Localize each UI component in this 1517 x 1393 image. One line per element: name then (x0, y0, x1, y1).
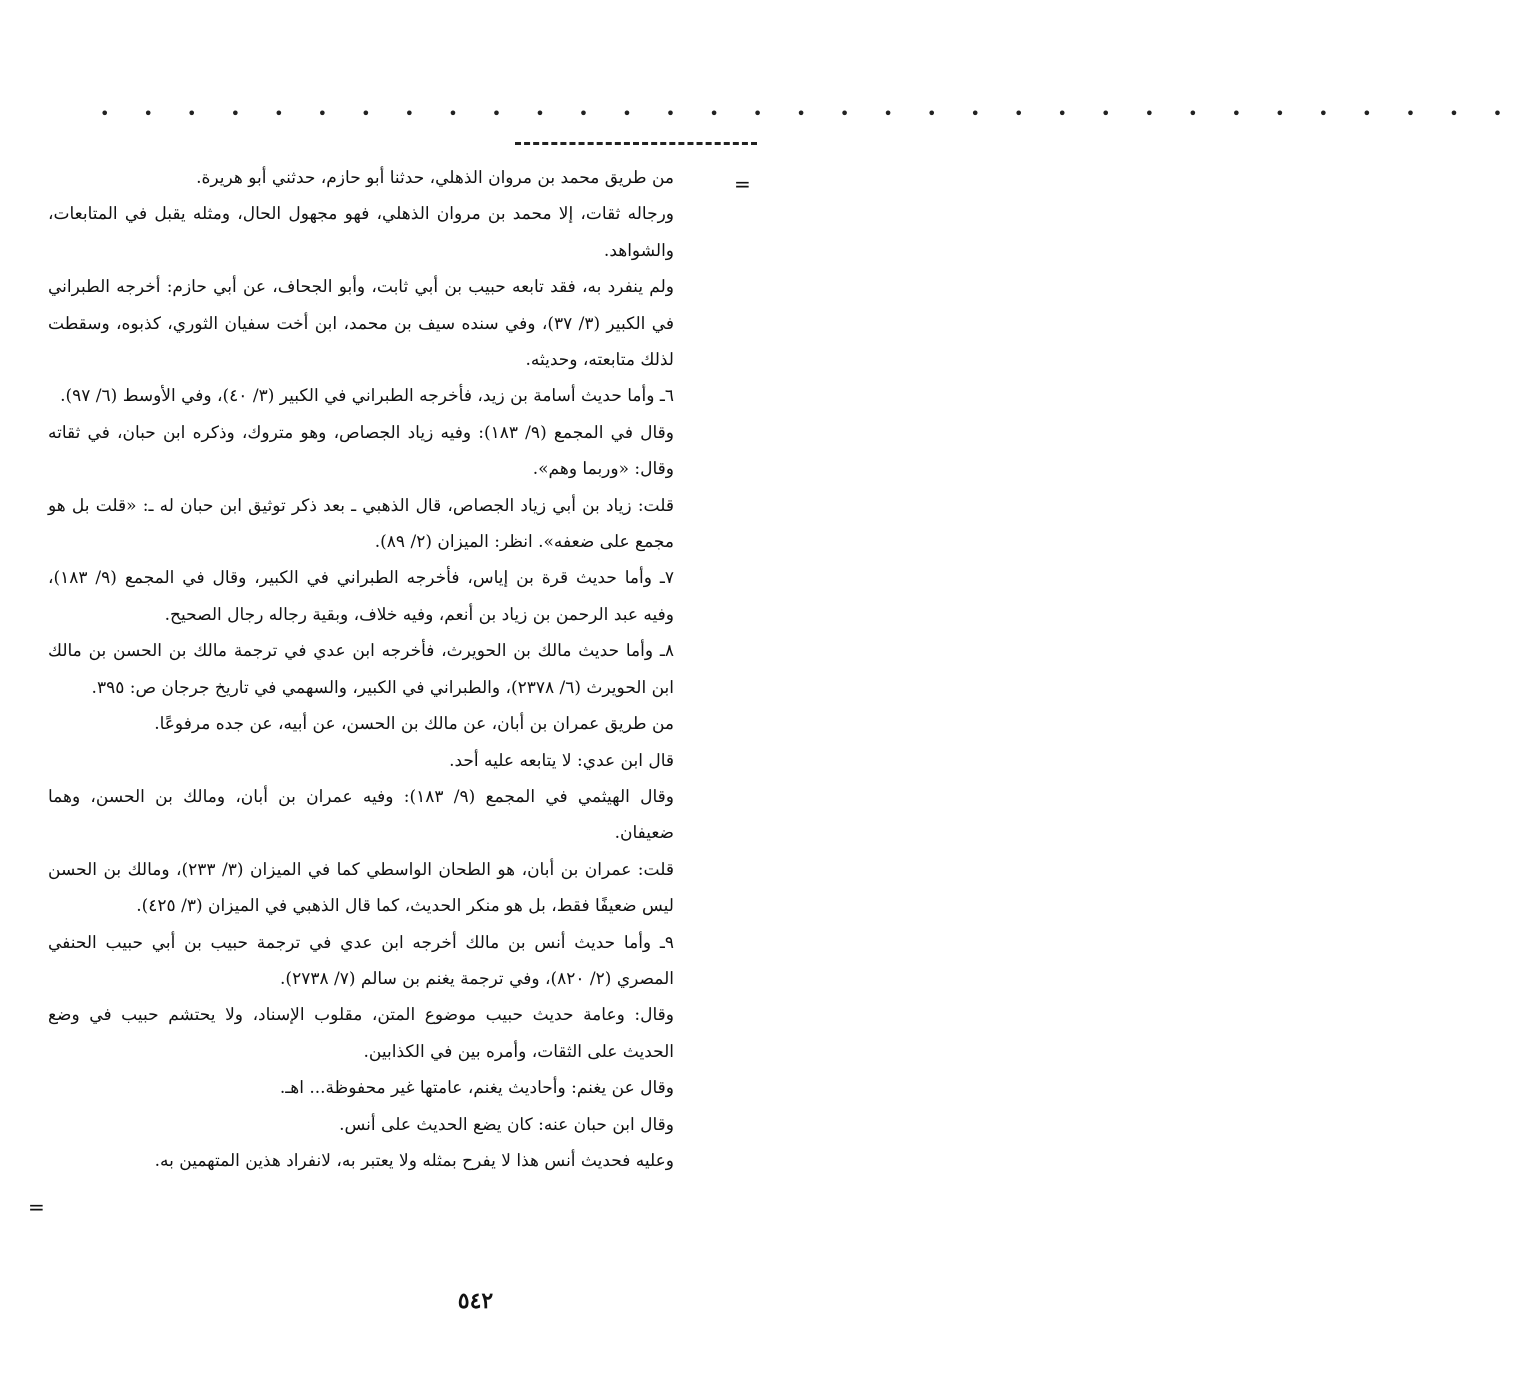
paragraph: وقال: وعامة حديث حبيب موضوع المتن، مقلوب الإسناد، ولا يحتشم حبيب في وضع الحديث على الثقات، وأمره بين في الكذابين. (48, 1005, 674, 1062)
paragraph: ٨ـ وأما حديث مالك بن الحويرث، فأخرجه ابن عدي في ترجمة مالك بن الحسن بن مالك ابن الحويرث (٦/ ٢٣٧٨)، والطبراني في الكبير، والسهمي في تاريخ جرجان ص: ٣٩٥. (48, 641, 674, 698)
continuation-mark-top: = (734, 172, 751, 196)
paragraph: وقال عن يغنم: وأحاديث يغنم، عامتها غير محفوظة... اهـ. (279, 1078, 674, 1099)
paragraph: وقال في المجمع (٩/ ١٨٣): وفيه زياد الجصاص، وهو متروك، وذكره ابن حبان، في ثقاته وقال: «وربما وهم». (48, 422, 674, 480)
paragraph: ٧ـ وأما حديث قرة بن إياس، فأخرجه الطبراني في الكبير، وقال في المجمع (٩/ ١٨٣)، وفيه عبد الرحمن بن زياد بن أنعم، وفيه خلاف، وبقية رجاله رجال الصحيح. (48, 568, 674, 625)
paragraph: قال ابن عدي: لا يتابعه عليه أحد. (449, 750, 674, 771)
continuation-mark-bottom: = (28, 1195, 45, 1219)
paragraph: ولم ينفرد به، فقد تابعه حبيب بن أبي ثابت، وأبو الجحاف، عن أبي حازم: أخرجه الطبراني في الكبير (٣/ ٣٧)، وفي سنده سيف بن محمد، ابن أخت سفيان الثوري، كذبوه، وسقطت لذلك متابعته، وحديثه. (48, 277, 674, 371)
top-dotted-line: • • • • • • • • • • • • • • • • • • • • • • • • • • • • • • • • • (100, 104, 1517, 123)
paragraph: من طريق عمران بن أبان، عن مالك بن الحسن، عن أبيه، عن جده مرفوعًا. (154, 714, 674, 735)
paragraph: قلت: عمران بن أبان، هو الطحان الواسطي كما في الميزان (٣/ ٢٣٣)، ومالك بن الحسن ليس ضعيفًا فقط، بل هو منكر الحديث، كما قال الذهبي في الميزان (٣/ ٤٢٥). (48, 859, 674, 917)
page-number: ٥٤٢ (457, 1288, 494, 1314)
paragraph: قلت: زياد بن أبي زياد الجصاص، قال الذهبي ـ بعد ذكر توثيق ابن حبان له ـ: «قلت بل هو مجمع على ضعفه». انظر: الميزان (٢/ ٨٩). (48, 495, 674, 553)
paragraph: ورجاله ثقات، إلا محمد بن مروان الذهلي، فهو مجهول الحال، ومثله يقبل في المتابعات، والشواهد. (48, 204, 674, 261)
paragraph: من طريق محمد بن مروان الذهلي، حدثنا أبو حازم، حدثني أبو هريرة. (196, 168, 674, 188)
paragraph: ٩ـ وأما حديث أنس بن مالك أخرجه ابن عدي في ترجمة حبيب بن أبي حبيب الحنفي المصري (٢/ ٨٢٠)، وفي ترجمة يغنم بن سالم (٧/ ٢٧٣٨). (48, 932, 674, 989)
paragraph: وعليه فحديث أنس هذا لا يفرح بمثله ولا يعتبر به، لانفراد هذين المتهمين به. (154, 1150, 674, 1171)
paragraph: وقال ابن حبان عنه: كان يضع الحديث على أنس. (339, 1114, 674, 1135)
paragraph: وقال الهيثمي في المجمع (٩/ ١٨٣): وفيه عمران بن أبان، ومالك بن الحسن، وهما ضعيفان. (48, 786, 674, 844)
paragraph: ٦ـ وأما حديث أسامة بن زيد، فأخرجه الطبراني في الكبير (٣/ ٤٠)، وفي الأوسط (٦/ ٩٧). (60, 386, 674, 407)
footnote-separator-rule (515, 142, 757, 145)
footnote-text-block (48, 160, 674, 1179)
